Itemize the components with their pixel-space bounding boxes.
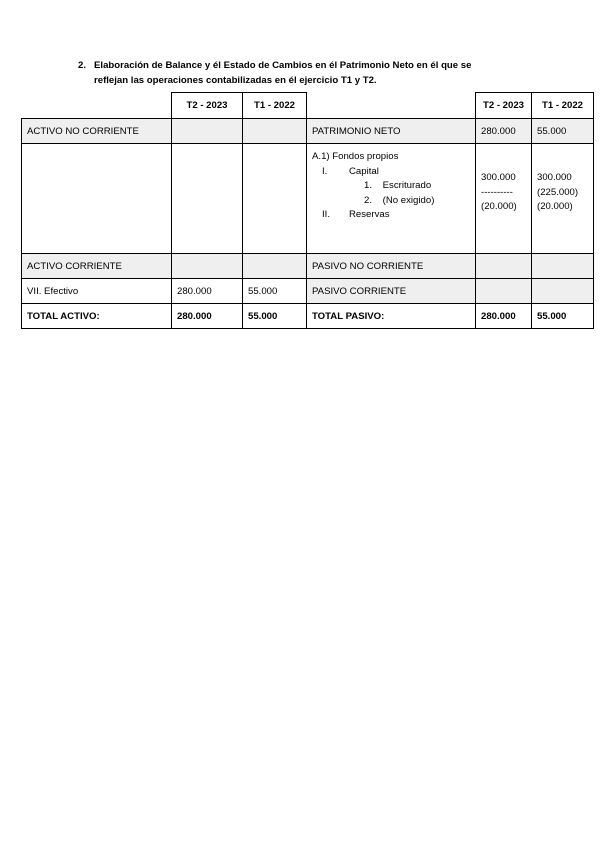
total-pasivo-label: TOTAL PASIVO: [307, 304, 476, 329]
pasivo-no-corriente-label: PASIVO NO CORRIENTE [307, 254, 476, 279]
activo-no-corriente-label: ACTIVO NO CORRIENTE [22, 119, 172, 144]
pasivo-corriente-t2 [476, 279, 532, 304]
efectivo-label: VII. Efectivo [22, 279, 172, 304]
total-activo-t1: 55.000 [243, 304, 307, 329]
header-empty-cell-2 [307, 93, 476, 119]
table-row [22, 279, 594, 304]
fondos-propios-t1 [532, 144, 594, 254]
total-activo-label: TOTAL ACTIVO: [22, 304, 172, 329]
value-no-exigido-t1: (225.000) [537, 186, 579, 198]
header-row [22, 93, 594, 119]
balance-table [21, 92, 594, 329]
value-reservas-t2: (20.000) [481, 201, 517, 212]
header-t2-pasivo: T2 - 2023 [476, 93, 532, 119]
efectivo-t1: 55.000 [243, 279, 307, 304]
empty-cell [243, 144, 307, 254]
value-reservas-t1: (20.000) [537, 201, 573, 212]
reservas-line: II. Reservas [322, 209, 390, 220]
table-row [22, 304, 594, 329]
pasivo-corriente-t1 [532, 279, 594, 304]
total-pasivo-t2: 280.000 [476, 304, 532, 329]
capital-line: I. Capital [322, 165, 379, 177]
activo-no-corriente-t2 [172, 119, 243, 144]
pasivo-no-corriente-t2 [476, 254, 532, 279]
fondos-propios-cell [307, 144, 476, 254]
value-capital-t1: 300.000 [537, 172, 572, 183]
patrimonio-neto-t2: 280.000 [476, 119, 532, 144]
heading-line-1: Elaboración de Balance y él Estado de Cambios en él Patrimonio Neto en él que se [94, 60, 472, 71]
value-no-exigido-t2: ---------- [481, 186, 513, 198]
activo-corriente-t2 [172, 254, 243, 279]
header-t1-pasivo: T1 - 2022 [532, 93, 594, 119]
activo-corriente-label: ACTIVO CORRIENTE [22, 254, 172, 279]
empty-cell [172, 144, 243, 254]
patrimonio-neto-t1: 55.000 [532, 119, 594, 144]
table-row [22, 144, 594, 254]
value-capital-t2: 300.000 [481, 172, 516, 183]
header-t2-activo: T2 - 2023 [172, 93, 243, 119]
section-heading [78, 58, 548, 88]
table-row [22, 119, 594, 144]
patrimonio-neto-label: PATRIMONIO NETO [307, 119, 476, 144]
total-activo-t2: 280.000 [172, 304, 243, 329]
fondos-propios-title: A.1) Fondos propios [312, 151, 399, 162]
escriturado-line: 1. Escriturado [364, 180, 432, 191]
heading-line-2: reflejan las operaciones contabilizadas en él ejercicio T1 y T2. [94, 75, 377, 86]
activo-no-corriente-t1 [243, 119, 307, 144]
no-exigido-line: 2. (No exigido) [364, 194, 435, 206]
header-empty-cell [22, 93, 172, 119]
empty-cell [22, 144, 172, 254]
fondos-propios-t2 [476, 144, 532, 254]
pasivo-corriente-label: PASIVO CORRIENTE [307, 279, 476, 304]
header-t1-activo: T1 - 2022 [243, 93, 307, 119]
activo-corriente-t1 [243, 254, 307, 279]
efectivo-t2: 280.000 [172, 279, 243, 304]
pasivo-no-corriente-t1 [532, 254, 594, 279]
total-pasivo-t1: 55.000 [532, 304, 594, 329]
table-row [22, 254, 594, 279]
heading-number: 2. [78, 60, 87, 71]
